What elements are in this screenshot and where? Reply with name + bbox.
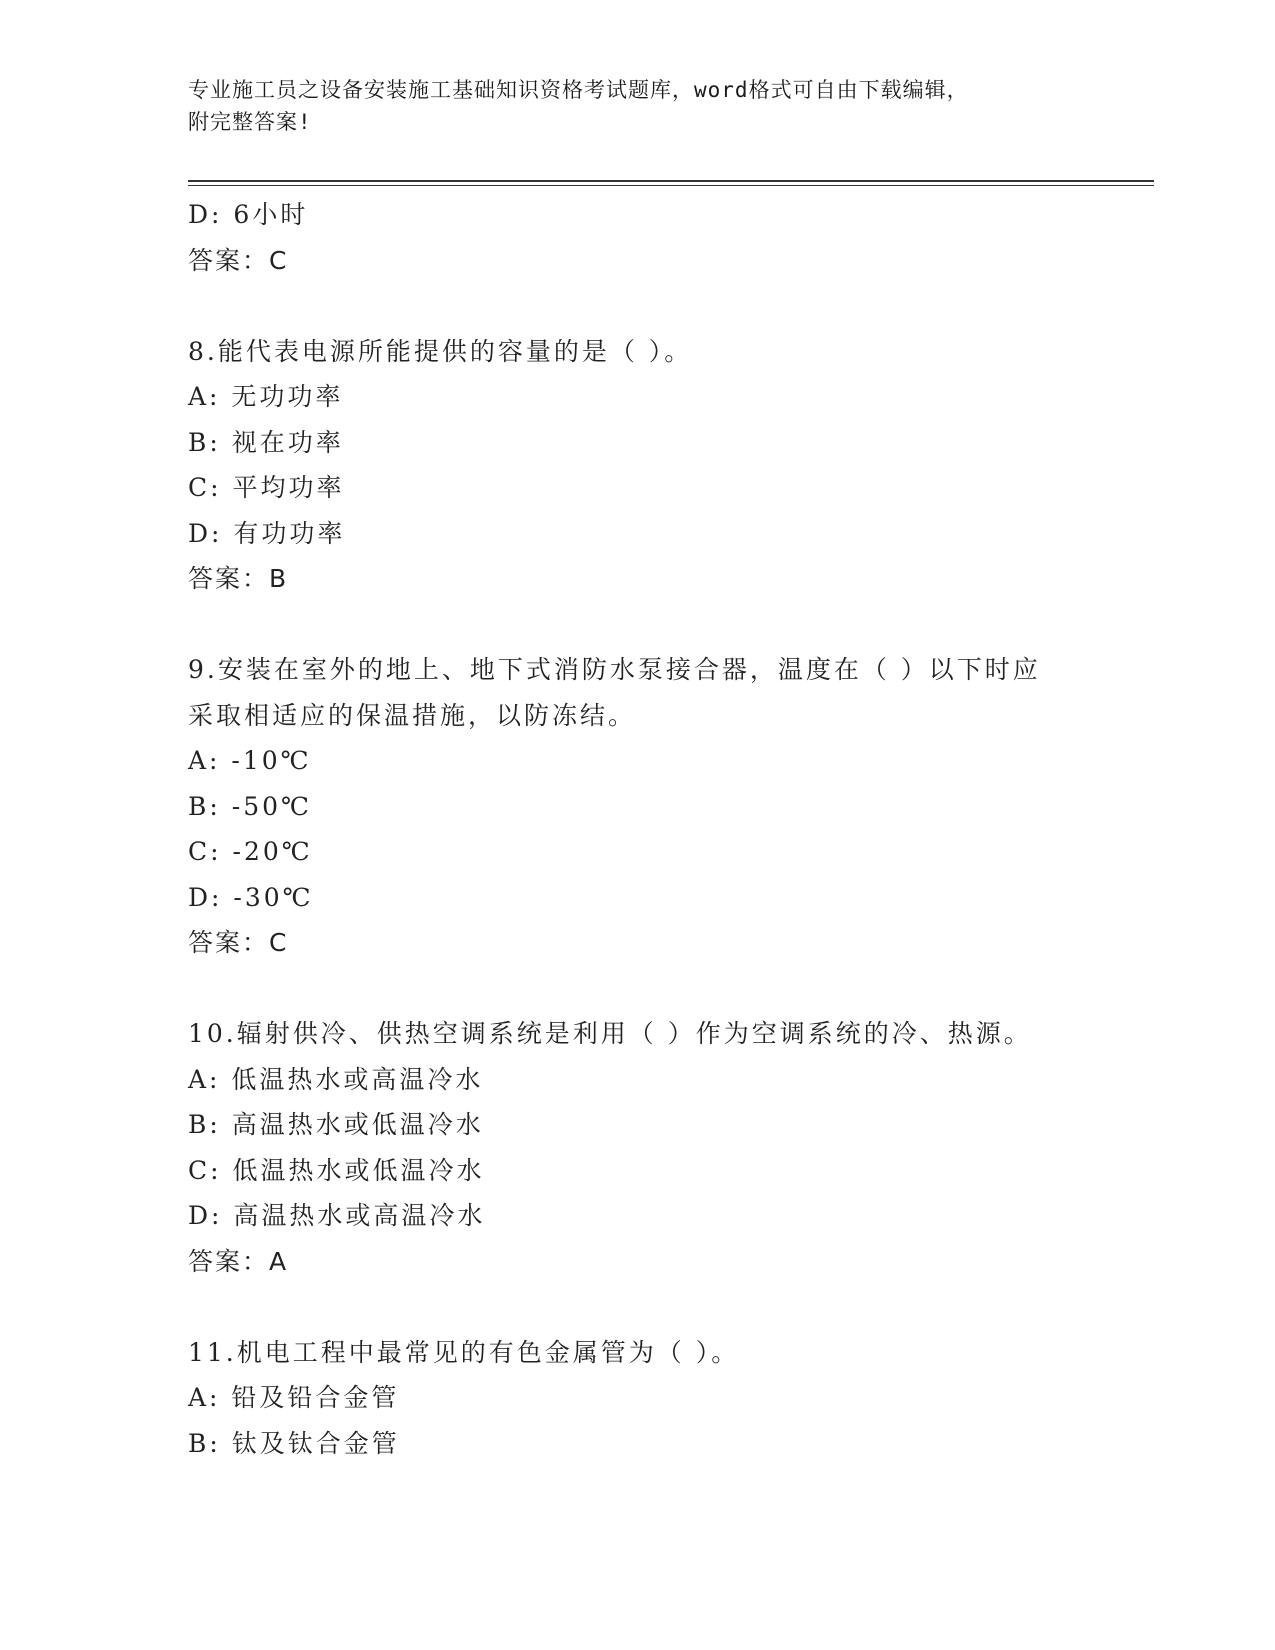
- question-9-answer: 答案：C: [188, 928, 289, 957]
- question-8-stem: 8.能代表电源所能提供的容量的是（ ）。: [188, 336, 693, 366]
- header-line-2: 附完整答案!: [188, 110, 312, 134]
- spacer: [188, 966, 1088, 1012]
- question-9: [188, 647, 1088, 966]
- question-8: [188, 329, 1088, 602]
- header-line-1: 专业施工员之设备安装施工基础知识资格考试题库，word格式可自由下载编辑，: [188, 78, 969, 102]
- question-9-option-c: C: -20℃: [188, 837, 313, 866]
- question-10-answer: 答案：A: [188, 1246, 289, 1276]
- question-10: [188, 1011, 1088, 1284]
- question-8-option-a: A: 无功功率: [188, 382, 344, 411]
- question-9-option-a: A: -10℃: [188, 746, 312, 775]
- document-body: [188, 192, 1088, 1466]
- page-header: [188, 74, 1088, 138]
- question-11: [188, 1330, 1088, 1467]
- spacer: [188, 283, 1088, 329]
- question-11-option-b: B: 钛及钛合金管: [188, 1428, 400, 1458]
- question-10-option-d: D: 高温热水或高温冷水: [188, 1201, 486, 1230]
- question-8-option-d: D: 有功功率: [188, 518, 346, 548]
- prev-answer: 答案：C: [188, 245, 289, 275]
- question-8-option-b: B: 视在功率: [188, 427, 344, 457]
- header-divider: [188, 180, 1154, 186]
- spacer: [188, 602, 1088, 648]
- question-8-option-c: C: 平均功率: [188, 473, 345, 502]
- question-8-answer: 答案：B: [188, 564, 289, 593]
- question-11-stem: 11.机电工程中最常见的有色金属管为（ ）。: [188, 1337, 740, 1367]
- prev-option-d: D: 6小时: [188, 200, 309, 229]
- question-9-option-d: D: -30℃: [188, 882, 314, 912]
- question-9-stem-line-1: 9.安装在室外的地上、地下式消防水泵接合器，温度在（ ）以下时应: [188, 655, 1041, 684]
- question-9-option-b: B: -50℃: [188, 791, 312, 821]
- question-9-stem-line-2: 采取相适应的保温措施，以防冻结。: [188, 700, 637, 730]
- question-10-option-a: A: 低温热水或高温冷水: [188, 1064, 484, 1094]
- question-10-stem: 10.辐射供冷、供热空调系统是利用（ ）作为空调系统的冷、热源。: [188, 1019, 1032, 1048]
- question-10-option-c: C: 低温热水或低温冷水: [188, 1155, 485, 1185]
- question-10-option-b: B: 高温热水或低温冷水: [188, 1110, 484, 1139]
- spacer: [188, 1284, 1088, 1330]
- question-11-option-a: A: 铅及铅合金管: [188, 1383, 400, 1412]
